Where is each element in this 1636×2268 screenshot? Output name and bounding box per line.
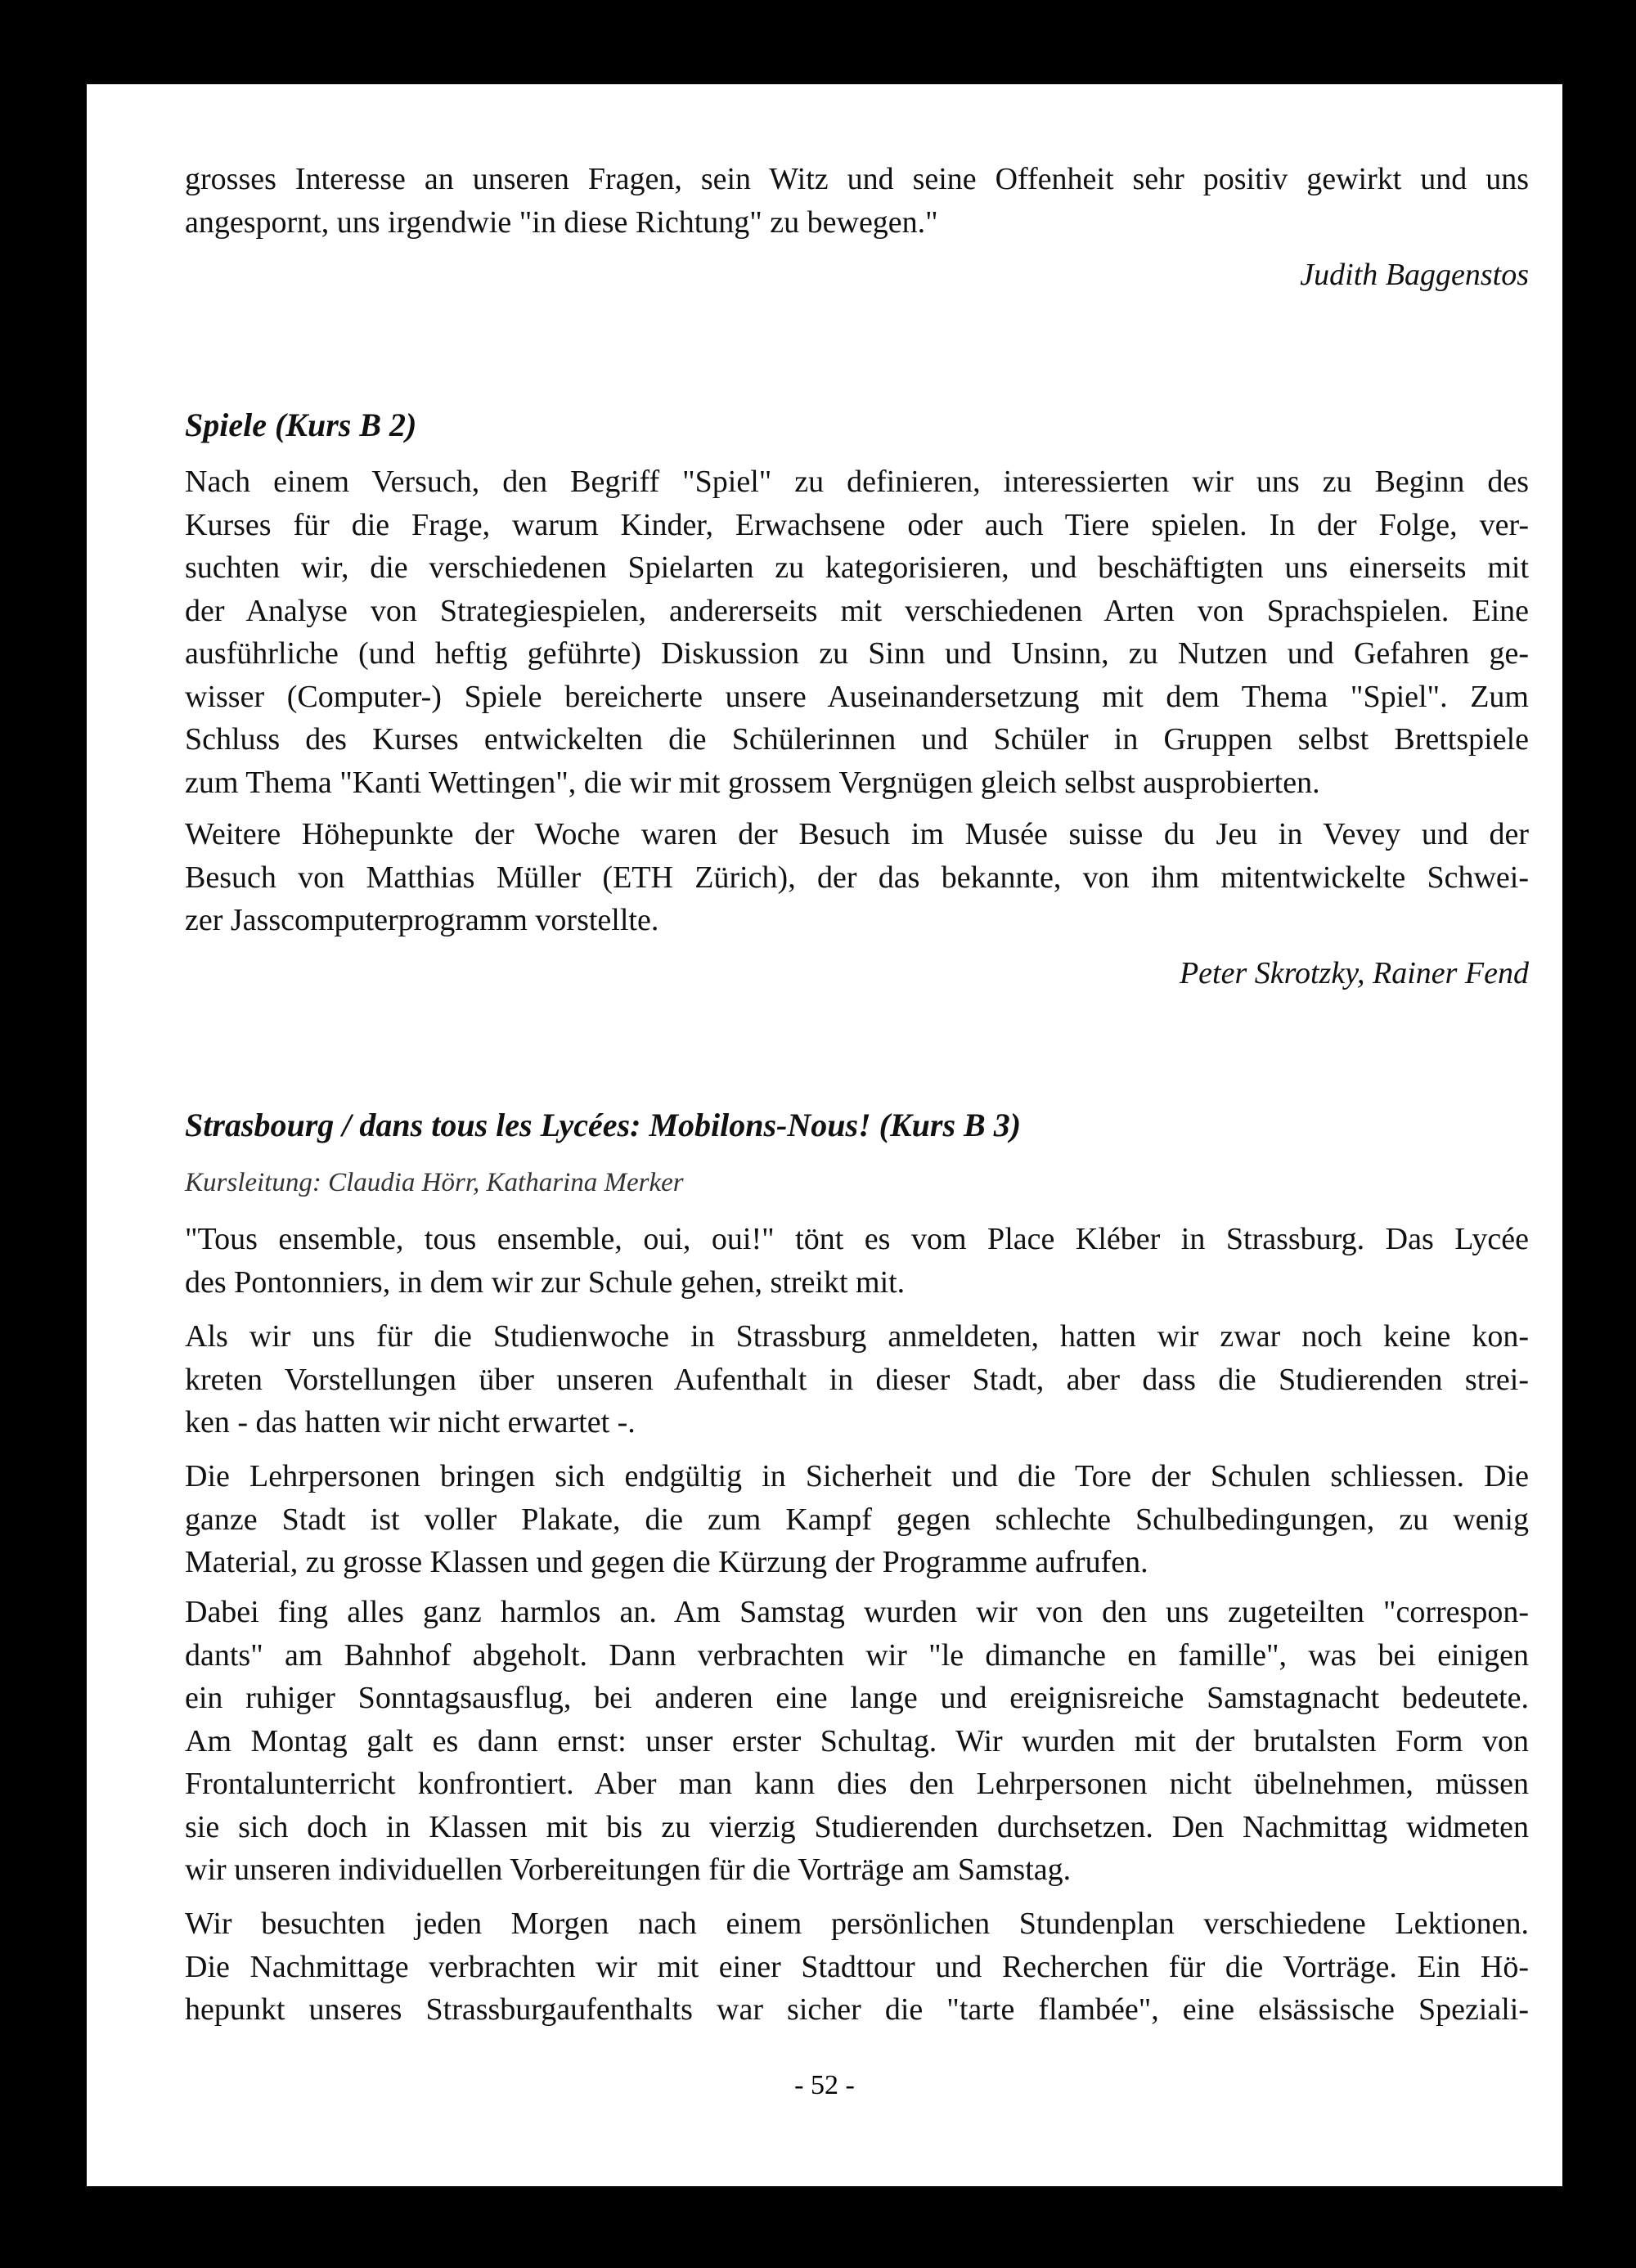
page-number: - 52 - — [794, 2070, 855, 2100]
text-line: der Analyse von Strategiespielen, andererseits mit verschiedenen Arten von Sprachspielen. Eine — [185, 593, 1529, 628]
text-line: hepunkt unseres Strassburgaufenthalts war sicher die "tarte flambée", eine elsässische Speziali- — [185, 1992, 1529, 2027]
text-line: ein ruhiger Sonntagsausflug, bei anderen eine lange und ereignisreiche Samstagnacht bedeutete. — [185, 1681, 1529, 1715]
document-page — [87, 84, 1562, 2186]
text-line: Schluss des Kurses entwickelten die Schülerinnen und Schüler in Gruppen selbst Brettspiele — [185, 722, 1529, 757]
text-line: Die Lehrpersonen bringen sich endgültig in Sicherheit und die Tore der Schulen schliessen. Die — [185, 1459, 1529, 1493]
author-signature: Judith Baggenstos — [1300, 258, 1529, 292]
paragraph — [185, 1455, 1529, 1584]
course-leaders: Kursleitung: Claudia Hörr, Katharina Merker — [185, 1168, 684, 1197]
text-line: kreten Vorstellungen über unseren Aufenthalt in dieser Stadt, aber dass die Studierenden strei- — [185, 1362, 1529, 1397]
text-line: Weitere Höhepunkte der Woche waren der Besuch im Musée suisse du Jeu in Vevey und der — [185, 817, 1529, 851]
continuation-paragraph — [185, 158, 1529, 244]
text-line: ganze Stadt ist voller Plakate, die zum Kampf gegen schlechte Schulbedingungen, zu wenig — [185, 1502, 1529, 1537]
paragraph — [185, 1902, 1529, 2032]
text-line: Nach einem Versuch, den Begriff "Spiel" zu definieren, interessierten wir uns zu Beginn des — [185, 465, 1529, 499]
text-line: wisser (Computer-) Spiele bereicherte unsere Auseinandersetzung mit dem Thema "Spiel". Zum — [185, 679, 1529, 714]
text-line: des Pontonniers, in dem wir zur Schule gehen, streikt mit. — [185, 1264, 906, 1300]
text-line: Material, zu grosse Klassen und gegen die Kürzung der Programme aufrufen. — [185, 1545, 1148, 1579]
text-line: Dabei fing alles ganz harmlos an. Am Samstag wurden wir von den uns zugeteilten "correspon- — [185, 1595, 1529, 1629]
text-line: Kurses für die Frage, warum Kinder, Erwachsene oder auch Tiere spielen. In der Folge, ver- — [185, 507, 1529, 542]
paragraph — [185, 1591, 1529, 1892]
text-line: Am Montag galt es dann ernst: unser erster Schultag. Wir wurden mit der brutalsten Form von — [185, 1723, 1529, 1758]
text-line: ausführliche (und heftig geführte) Diskussion zu Sinn und Unsinn, zu Nutzen und Gefahren ge- — [185, 636, 1529, 671]
paragraph — [185, 1218, 1529, 1304]
paragraph — [185, 460, 1529, 804]
paragraph — [185, 813, 1529, 942]
text-line: Besuch von Matthias Müller (ETH Zürich), der das bekannte, von ihm mitentwickelte Schwei- — [185, 860, 1529, 895]
text-line: dants" am Bahnhof abgeholt. Dann verbrachten wir "le dimanche en famille", was bei einigen — [185, 1637, 1529, 1673]
text-line: Wir besuchten jeden Morgen nach einem persönlichen Stundenplan verschiedene Lektionen. — [185, 1906, 1529, 1941]
text-line: sie sich doch in Klassen mit bis zu vierzig Studierenden durchsetzen. Den Nachmittag widmeten — [185, 1809, 1529, 1844]
text-line: ken - das hatten wir nicht erwartet -. — [185, 1405, 636, 1439]
text-line: zum Thema "Kanti Wettingen", die wir mit grossem Vergnügen gleich selbst ausprobierten. — [185, 765, 1320, 800]
text-line: Als wir uns für die Studienwoche in Strassburg anmeldeten, hatten wir zwar noch keine kon- — [185, 1319, 1529, 1354]
paragraph — [185, 1315, 1529, 1444]
text-line: suchten wir, die verschiedenen Spielarten zu kategorisieren, und beschäftigten uns einerseits mit — [185, 550, 1529, 585]
section-heading-strasbourg: Strasbourg / dans tous les Lycées: Mobilons-Nous! (Kurs B 3) — [185, 1107, 1022, 1143]
text-line: "Tous ensemble, tous ensemble, oui, oui!" tönt es vom Place Kléber in Strassburg. Das Lycée — [185, 1222, 1529, 1256]
author-signature: Peter Skrotzky, Rainer Fend — [1179, 956, 1529, 990]
text-line: angespornt, uns irgendwie "in diese Richtung" zu bewegen." — [185, 204, 938, 240]
text-line: Frontalunterricht konfrontiert. Aber man kann dies den Lehrpersonen nicht übelnehmen, müssen — [185, 1767, 1529, 1801]
text-line: Die Nachmittage verbrachten wir mit einer Stadttour und Recherchen für die Vorträge. Ein Hö- — [185, 1949, 1529, 1984]
section-heading-spiele: Spiele (Kurs B 2) — [185, 406, 417, 443]
text-line: grosses Interesse an unseren Fragen, sein Witz und seine Offenheit sehr positiv gewirkt und uns — [185, 162, 1529, 196]
text-line: wir unseren individuellen Vorbereitungen für die Vorträge am Samstag. — [185, 1853, 1072, 1887]
text-line: zer Jasscomputerprogramm vorstellte. — [185, 903, 659, 937]
